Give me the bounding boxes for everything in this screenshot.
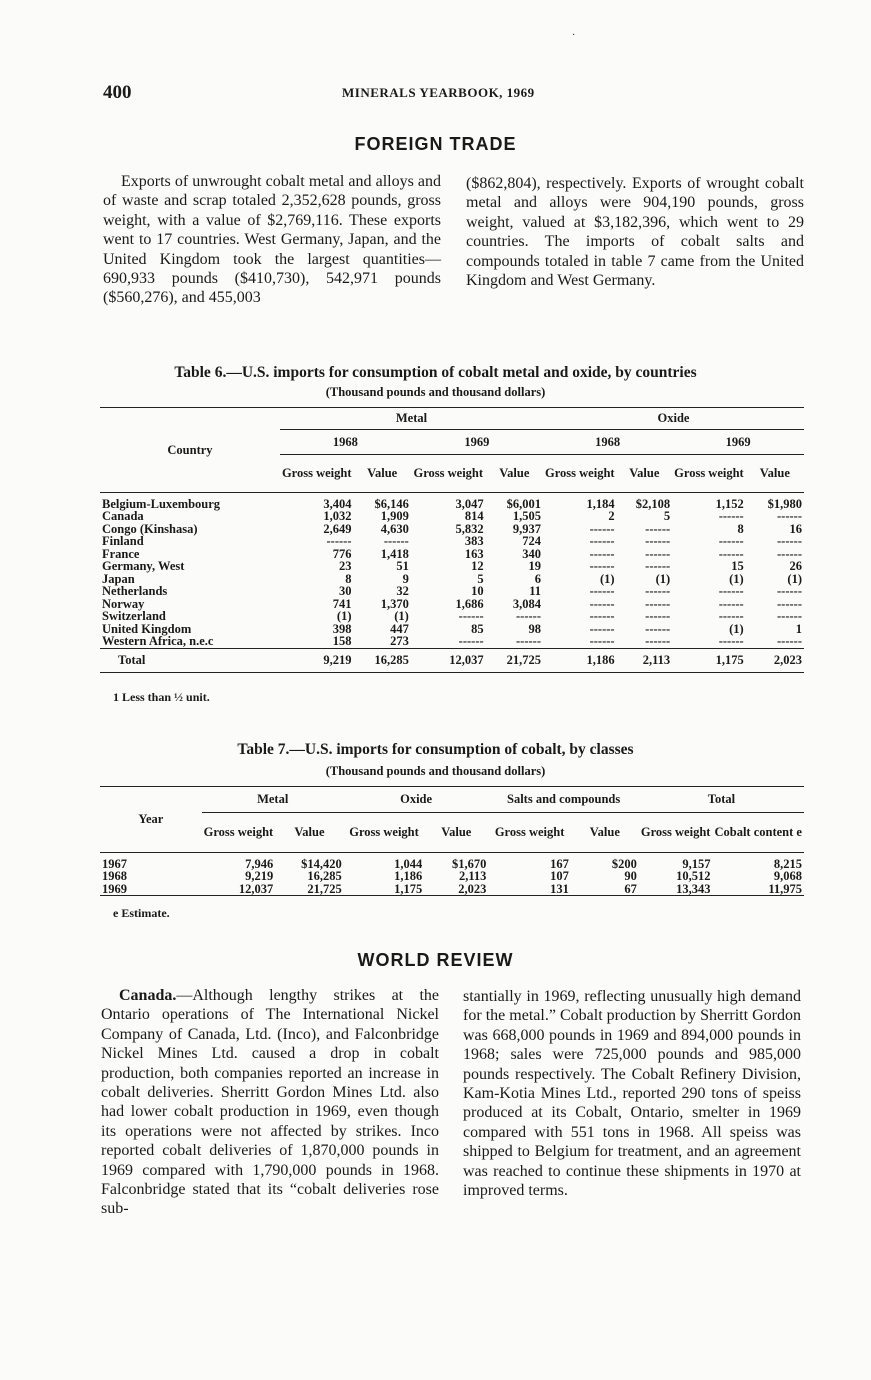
table6-total-label: Total <box>100 648 280 672</box>
table7-header-year: Year <box>100 787 202 853</box>
table6-cell: ------ <box>718 634 744 648</box>
table-row <box>100 523 804 536</box>
foreign-trade-heading: FOREIGN TRADE <box>354 134 517 154</box>
foreign-trade-paragraph-2: ($862,804), respectively. Exports of wrought cobalt metal and alloys were 904,190 pounds, gross weight, valued at $3,182,396, which went to 29 countries. The imports of cobalt salts and compounds totaled in table 7 came from the United Kingdom and West Germany. <box>466 175 804 290</box>
table6-cell: ------ <box>589 609 615 623</box>
table6-cell: 398 <box>332 621 352 636</box>
table7-cell: 1,186 <box>394 869 423 883</box>
table6-cell: ------ <box>589 584 615 598</box>
table7-cell: 13,343 <box>639 883 713 896</box>
table6-title: Table 6.—U.S. imports for consumption of cobalt metal and oxide, by countries <box>174 364 697 381</box>
table6-cell: ------ <box>718 596 744 611</box>
table6-cell: 85 <box>471 621 484 636</box>
table6-cell: 5 <box>663 509 671 523</box>
table6-cell: 776 <box>332 546 352 561</box>
table-row <box>100 510 804 523</box>
table7-cell: 10,512 <box>676 869 711 883</box>
table6-cell: 1,184 <box>586 496 615 511</box>
table7-cell: $14,420 <box>301 856 342 871</box>
table6-cell: 1,370 <box>380 596 409 611</box>
table6-header-metal: Metal <box>280 408 543 430</box>
table7-cell: 1,044 <box>394 856 423 871</box>
table7-header-oxide: Oxide <box>344 787 489 813</box>
table6-cell: 32 <box>396 584 409 598</box>
table6-cell: ------ <box>777 584 802 598</box>
table6-cell: 1,418 <box>380 546 409 561</box>
table6-total-cell: 2,113 <box>617 648 673 672</box>
table6-cell: $6,146 <box>374 496 409 511</box>
table6-cell: 4,630 <box>380 521 409 536</box>
table6-cell: ------ <box>645 609 671 623</box>
table6-country: Japan <box>102 571 135 586</box>
table7-header-gross: Gross weight <box>640 825 711 839</box>
table7-cell: 9,068 <box>773 869 802 883</box>
table6-total-cell: 12,037 <box>411 648 486 672</box>
table6-country: Finland <box>102 534 144 548</box>
table6-header-gross: Gross weight <box>413 466 484 480</box>
table6-cell: 273 <box>390 634 409 648</box>
table6-header-oxide-1969: 1969 <box>672 430 804 455</box>
table6-cell: 23 <box>339 559 352 573</box>
table6-country: Canada <box>102 509 144 523</box>
table7-header-total: Total <box>639 787 804 813</box>
table6-total-cell: 21,725 <box>486 648 543 672</box>
table6-cell: 3,404 <box>323 496 352 511</box>
table6-cell: (1) <box>599 571 615 586</box>
table7-header-cobalt-content: Cobalt content e <box>714 825 802 839</box>
table6-cell: 1,505 <box>512 509 541 523</box>
table6-cell: ------ <box>718 609 744 623</box>
table6-cell: ------ <box>645 596 671 611</box>
table7-cell: 9,219 <box>245 869 274 883</box>
table6-header-metal-1968: 1968 <box>280 430 411 455</box>
table6-header-value: Value <box>367 466 398 480</box>
table6-country: Germany, West <box>102 559 185 573</box>
table7-header-value: Value <box>589 825 620 839</box>
table6-cell: ------ <box>645 521 671 536</box>
table7-cell: 9,157 <box>682 856 711 871</box>
table6-cell: ------ <box>777 596 802 611</box>
table6-cell: 741 <box>332 596 352 611</box>
table6-cell: 447 <box>390 621 409 636</box>
table6-country: Belgium-Luxembourg <box>102 496 221 511</box>
table6-header-value: Value <box>759 466 790 480</box>
table-row <box>100 560 804 573</box>
table6-cell: (1) <box>787 571 802 586</box>
table6-cell: ------ <box>383 534 409 548</box>
table6-cell: ------ <box>777 634 802 648</box>
table6-total-cell: 9,219 <box>280 648 354 672</box>
table6-cell: 1,032 <box>323 509 352 523</box>
table-row <box>100 870 804 883</box>
table6-cell: (1) <box>394 609 409 623</box>
table6-subtitle: (Thousand pounds and thousand dollars) <box>325 385 546 399</box>
table6-cell: 11 <box>529 584 541 598</box>
table7-cell: 131 <box>488 883 570 896</box>
table6-country: Congo (Kinshasa) <box>102 521 198 536</box>
table6-header-value: Value <box>629 466 660 480</box>
table6-cell: 26 <box>789 559 802 573</box>
table6-country: United Kingdom <box>102 621 192 636</box>
table6-cell: 1,686 <box>455 596 484 611</box>
table6-total-cell: 16,285 <box>354 648 411 672</box>
table7-cell: 21,725 <box>275 883 344 896</box>
table6-cell: $2,108 <box>635 496 671 511</box>
table6-cell: 1 <box>795 621 802 636</box>
world-review-right-column <box>463 987 801 1200</box>
table7-cell: 90 <box>624 869 637 883</box>
table6-country: Western Africa, n.e.c <box>102 634 214 648</box>
table6-header-gross: Gross weight <box>545 466 615 480</box>
table6-cell: ------ <box>645 559 671 573</box>
table6-cell: 814 <box>464 509 484 523</box>
stray-mark: · <box>572 30 576 41</box>
table7-cell: 2,113 <box>458 869 487 883</box>
table7-cell: 107 <box>550 869 569 883</box>
table6-cell: ------ <box>458 609 484 623</box>
table6-cell: ------ <box>589 521 615 536</box>
table6-cell: 2 <box>608 509 615 523</box>
table6-cell: 1,909 <box>380 509 409 523</box>
table6-header-country: Country <box>100 408 280 493</box>
table6-cell: ------ <box>645 621 671 636</box>
table6-cell: 8 <box>737 521 744 536</box>
table6-cell: ------ <box>777 509 802 523</box>
world-review-left-column <box>101 986 439 1219</box>
table6-cell: ------ <box>589 559 615 573</box>
table6-body <box>100 493 804 673</box>
table6-footnote: 1 Less than ½ unit. <box>113 690 210 704</box>
table7-header-gross: Gross weight <box>494 825 565 839</box>
table6-cell: $1,980 <box>767 496 802 511</box>
table6-cell: ------ <box>718 584 744 598</box>
table7-cell: 7,946 <box>245 856 274 871</box>
table6-cell: 6 <box>534 571 541 586</box>
table6-country: Netherlands <box>102 584 168 598</box>
table-row <box>100 548 804 561</box>
foreign-trade-left-column <box>103 172 441 308</box>
table6-country: Switzerland <box>102 609 166 623</box>
table6-total-cell: 1,175 <box>672 648 746 672</box>
table6-cell: ------ <box>516 634 541 648</box>
table6-cell: 16 <box>789 521 802 536</box>
table6 <box>100 407 804 673</box>
table6-header-gross: Gross weight <box>281 466 352 480</box>
table6-total-cell: 2,023 <box>746 648 804 672</box>
table7-cell: 8,215 <box>773 856 802 871</box>
table6-cell: ------ <box>777 534 802 548</box>
table-row <box>100 573 804 586</box>
table7-cell: 16,285 <box>307 869 342 883</box>
table-row <box>100 585 804 598</box>
table6-cell: 15 <box>731 559 744 573</box>
world-review-lead: Canada. <box>119 987 177 1004</box>
table7-cell: 67 <box>571 883 639 896</box>
table6-cell: 1,152 <box>715 496 744 511</box>
table7-cell: 11,975 <box>712 883 804 896</box>
table6-cell: (1) <box>729 621 744 636</box>
table6-cell: ------ <box>645 584 671 598</box>
table6-cell: ------ <box>718 546 744 561</box>
foreign-trade-right-column <box>466 174 804 290</box>
table6-cell: ------ <box>589 621 615 636</box>
table6-total-row <box>100 648 804 672</box>
page-number: 400 <box>103 82 132 103</box>
table7-header-salts: Salts and compounds <box>488 787 638 813</box>
table7-title: Table 7.—U.S. imports for consumption of cobalt, by classes <box>237 741 634 758</box>
table-row <box>100 635 804 648</box>
table6-header-oxide-1968: 1968 <box>543 430 672 455</box>
table6-cell: 5,832 <box>455 521 484 536</box>
table6-cell: ------ <box>589 534 615 548</box>
table6-country: France <box>102 546 140 561</box>
table6-cell: ------ <box>458 634 484 648</box>
table7-header-metal: Metal <box>202 787 344 813</box>
table-row <box>100 883 804 896</box>
table6-cell: 51 <box>396 559 409 573</box>
table6-cell: ------ <box>645 546 671 561</box>
table6-cell: (1) <box>336 609 352 623</box>
table6-header-value: Value <box>499 466 530 480</box>
table6-cell: 9 <box>402 571 409 586</box>
table6-cell: 163 <box>464 546 484 561</box>
table7-header-value: Value <box>441 825 472 839</box>
world-review-heading: WORLD REVIEW <box>357 950 514 970</box>
table6-country: Norway <box>102 596 145 611</box>
table6-cell: ------ <box>645 634 671 648</box>
world-review-paragraph-1 <box>101 986 439 1219</box>
table6-cell: ------ <box>777 546 802 561</box>
table6-cell: ------ <box>718 534 744 548</box>
table6-cell: 158 <box>332 634 352 648</box>
table7-cell: 1,175 <box>344 883 424 896</box>
table6-cell: ------ <box>516 609 541 623</box>
table6-cell: ------ <box>645 534 671 548</box>
table7-cell: $200 <box>611 856 637 871</box>
table6-cell: 30 <box>339 584 352 598</box>
table-row <box>100 610 804 623</box>
table6-cell: ------ <box>589 546 615 561</box>
table-row <box>100 535 804 548</box>
table6-cell: 8 <box>345 571 352 586</box>
running-head: MINERALS YEARBOOK, 1969 <box>342 85 535 100</box>
table6-cell: 724 <box>522 534 541 548</box>
table6-cell: ------ <box>589 596 615 611</box>
table6-cell: ------ <box>777 609 802 623</box>
table7 <box>100 786 804 896</box>
table6-cell: 3,047 <box>455 496 484 511</box>
table7-year: 1969 <box>100 883 202 896</box>
table6-cell: (1) <box>655 571 671 586</box>
table7-cell: 12,037 <box>202 883 276 896</box>
table6-cell: 383 <box>464 534 484 548</box>
table6-cell: 98 <box>528 621 541 636</box>
table-row <box>100 598 804 611</box>
table7-subtitle: (Thousand pounds and thousand dollars) <box>325 764 546 778</box>
table6-cell: (1) <box>729 571 744 586</box>
table7-cell: 2,023 <box>424 883 488 896</box>
table7-header-gross: Gross weight <box>349 825 419 839</box>
world-review-paragraph-2: stantially in 1969, reflecting unusually high demand for the metal.” Cobalt production by Sherritt Gordon was 668,000 pounds in 1969 and 894,000 pounds in 1968; sales were 725,000 pounds and 985,000 pounds respectively. The Cobalt Refinery Division, Kam-Kotia Mines Ltd., reported 290 tons of speiss produced at its Cobalt, Ontario, smelter in 1969 compared with 551 tons in 1968. All speiss was shipped to Belgium for treatment, and an agreement was reached to continue these shipments in 1970 at improved terms. <box>463 988 801 1200</box>
table6-cell: 5 <box>477 571 484 586</box>
table7-cell: $1,670 <box>452 856 487 871</box>
foreign-trade-paragraph-1: Exports of unwrought cobalt metal and alloys and of waste and scrap totaled 2,352,628 pounds, gross weight, with a value of $2,769,116. These exports went to 17 countries. West Germany, Japan, and the United Kingdom took the largest quantities—690,933 pounds ($410,730), 542,971 pounds ($560,276), and 455,003 <box>103 173 441 307</box>
table6-cell: 2,649 <box>323 521 352 536</box>
table6-header-gross: Gross weight <box>674 466 744 480</box>
table6-header-oxide: Oxide <box>543 408 804 430</box>
table7-year: 1967 <box>102 856 127 871</box>
table-row <box>100 498 804 511</box>
table6-cell: 340 <box>522 546 541 561</box>
table6-cell: 12 <box>471 559 484 573</box>
table7-header-gross: Gross weight <box>203 825 274 839</box>
table6-cell: 9,937 <box>512 521 541 536</box>
table6-cell: $6,001 <box>506 496 541 511</box>
table7-body <box>100 853 804 896</box>
table6-cell: ------ <box>589 634 615 648</box>
table6-cell: ------ <box>718 509 744 523</box>
table6-cell: 19 <box>528 559 541 573</box>
table6-header-metal-1969: 1969 <box>411 430 543 455</box>
table7-header-value: Value <box>294 825 325 839</box>
table6-cell: 3,084 <box>512 596 541 611</box>
table6-cell: 10 <box>471 584 484 598</box>
table6-total-cell: 1,186 <box>543 648 617 672</box>
table7-cell: 167 <box>550 856 569 871</box>
table7-footnote: e Estimate. <box>113 906 170 920</box>
table6-cell: ------ <box>326 534 352 548</box>
world-review-left-text: —Although lengthy strikes at the Ontario operations of The International Nickel Company of Canada, Ltd. (Inco), and Falconbridge Nickel Mines Ltd. caused a drop in cobalt production, both companies reported an increase in cobalt deliveries. Sherritt Gordon Mines Ltd. also had lower cobalt production in 1969, even though its operations were not affected by strikes. Inco reported cobalt deliveries of 1,870,000 pounds in 1969 compared with 1,790,000 pounds in 1968. Falconbridge stated that its “cobalt deliveries rose sub- <box>101 987 439 1218</box>
table7-year: 1968 <box>102 869 127 883</box>
